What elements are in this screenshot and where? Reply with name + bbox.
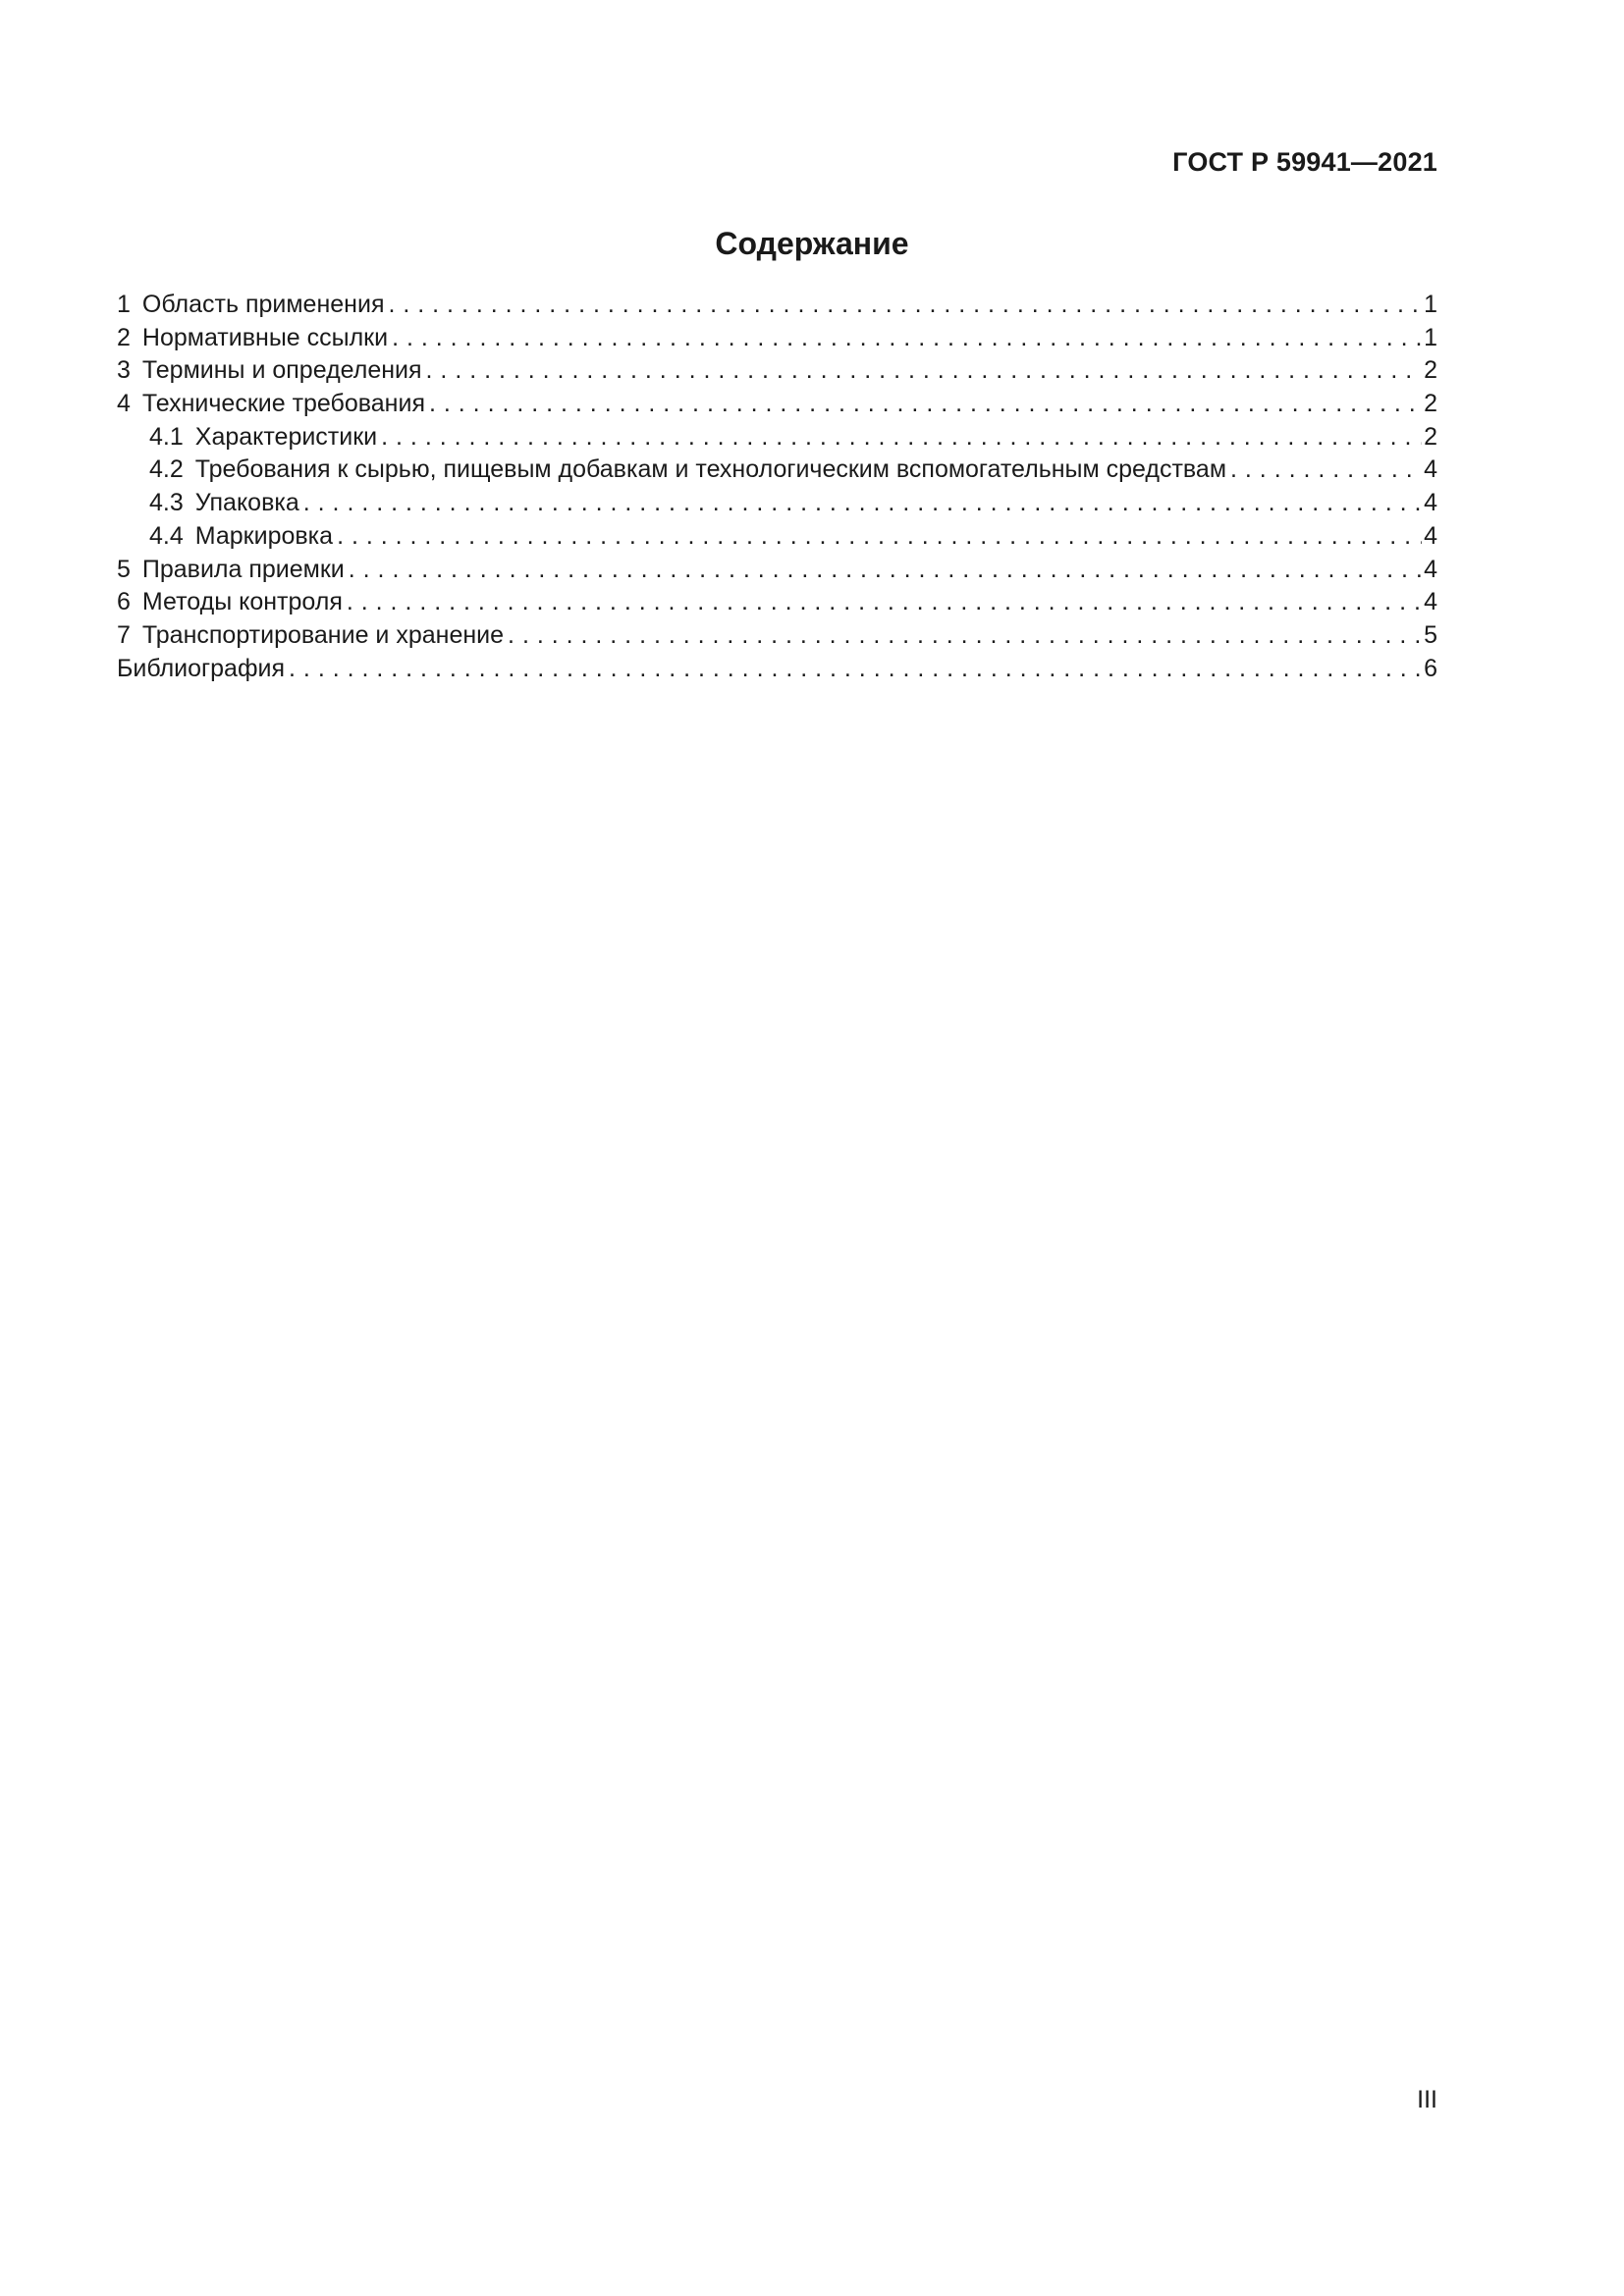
toc-entry-page: 4 [1424,455,1437,484]
toc-entry-page: 1 [1424,291,1437,318]
page-number: III [1417,2086,1437,2113]
toc-entry-label: Библиография [117,654,286,682]
toc-entry-label: Требования к сырью, пищевым добавкам и технологическим вспомогательным средствам [194,455,1227,484]
toc-entry-3[interactable] [117,354,1437,388]
toc-entry-bibliography[interactable] [117,653,1437,686]
toc-entry-page: 4 [1424,521,1437,550]
toc-entry-label: Нормативные ссылки [141,323,389,351]
toc-entry-page: 2 [1424,390,1437,418]
toc-dot-leader [426,354,1423,388]
toc-entry-4-1[interactable] [117,421,1437,454]
toc-entry-label: Маркировка [194,521,334,550]
toc-entry-number: 1 [117,291,131,318]
toc-entry-page: 5 [1424,620,1437,649]
toc-dot-leader [289,653,1422,686]
toc-entry-page: 1 [1424,323,1437,351]
toc-dot-leader [303,487,1422,520]
toc-dot-leader [349,554,1422,587]
toc-entry-label: Технические требования [141,390,425,418]
toc-entry-label: Характеристики [194,422,378,451]
toc-entry-number: 4.3 [149,489,184,517]
toc-entry-5[interactable] [117,554,1437,587]
toc-entry-4[interactable] [117,388,1437,421]
toc-dot-leader [392,322,1422,355]
toc-entry-page: 2 [1424,422,1437,451]
toc-entry-4-3[interactable] [117,487,1437,520]
toc-dot-leader [381,421,1422,454]
toc-entry-2[interactable] [117,322,1437,355]
toc-entry-number: 4.2 [149,455,184,484]
toc-entry-page: 6 [1424,654,1437,682]
toc-entry-6[interactable] [117,586,1437,619]
toc-entry-number: 5 [117,555,131,583]
toc-entry-page: 2 [1424,356,1437,385]
toc-dot-leader [388,289,1422,322]
toc-entry-number: 4.4 [149,521,184,550]
toc-dot-leader [347,586,1422,619]
toc-entry-page: 4 [1424,588,1437,616]
toc-entry-label: Упаковка [194,489,299,517]
toc-entry-number: 4 [117,390,131,418]
toc-entry-label: Термины и определения [141,356,422,385]
toc-entry-1[interactable] [117,289,1437,322]
toc-entry-number: 6 [117,588,131,616]
toc-entry-label: Правила приемки [141,555,345,583]
toc-entry-number: 4.1 [149,422,184,451]
toc-entry-page: 4 [1424,555,1437,583]
toc-entry-number: 7 [117,620,131,649]
toc-entry-label: Область применения [141,291,385,318]
toc-dot-leader [508,619,1422,653]
toc-entry-4-2[interactable] [117,454,1437,487]
toc-entry-4-4[interactable] [117,520,1437,554]
document-code: ГОСТ Р 59941—2021 [1172,147,1437,177]
table-of-contents [117,289,1437,685]
toc-dot-leader [1230,454,1422,487]
toc-entry-label: Транспортирование и хранение [141,620,505,649]
toc-dot-leader [337,520,1422,554]
toc-entry-number: 3 [117,356,131,385]
toc-dot-leader [429,388,1422,421]
toc-entry-label: Методы контроля [141,588,343,616]
toc-entry-page: 4 [1424,489,1437,517]
toc-entry-number: 2 [117,323,131,351]
toc-title: Содержание [715,226,909,261]
toc-entry-7[interactable] [117,619,1437,653]
